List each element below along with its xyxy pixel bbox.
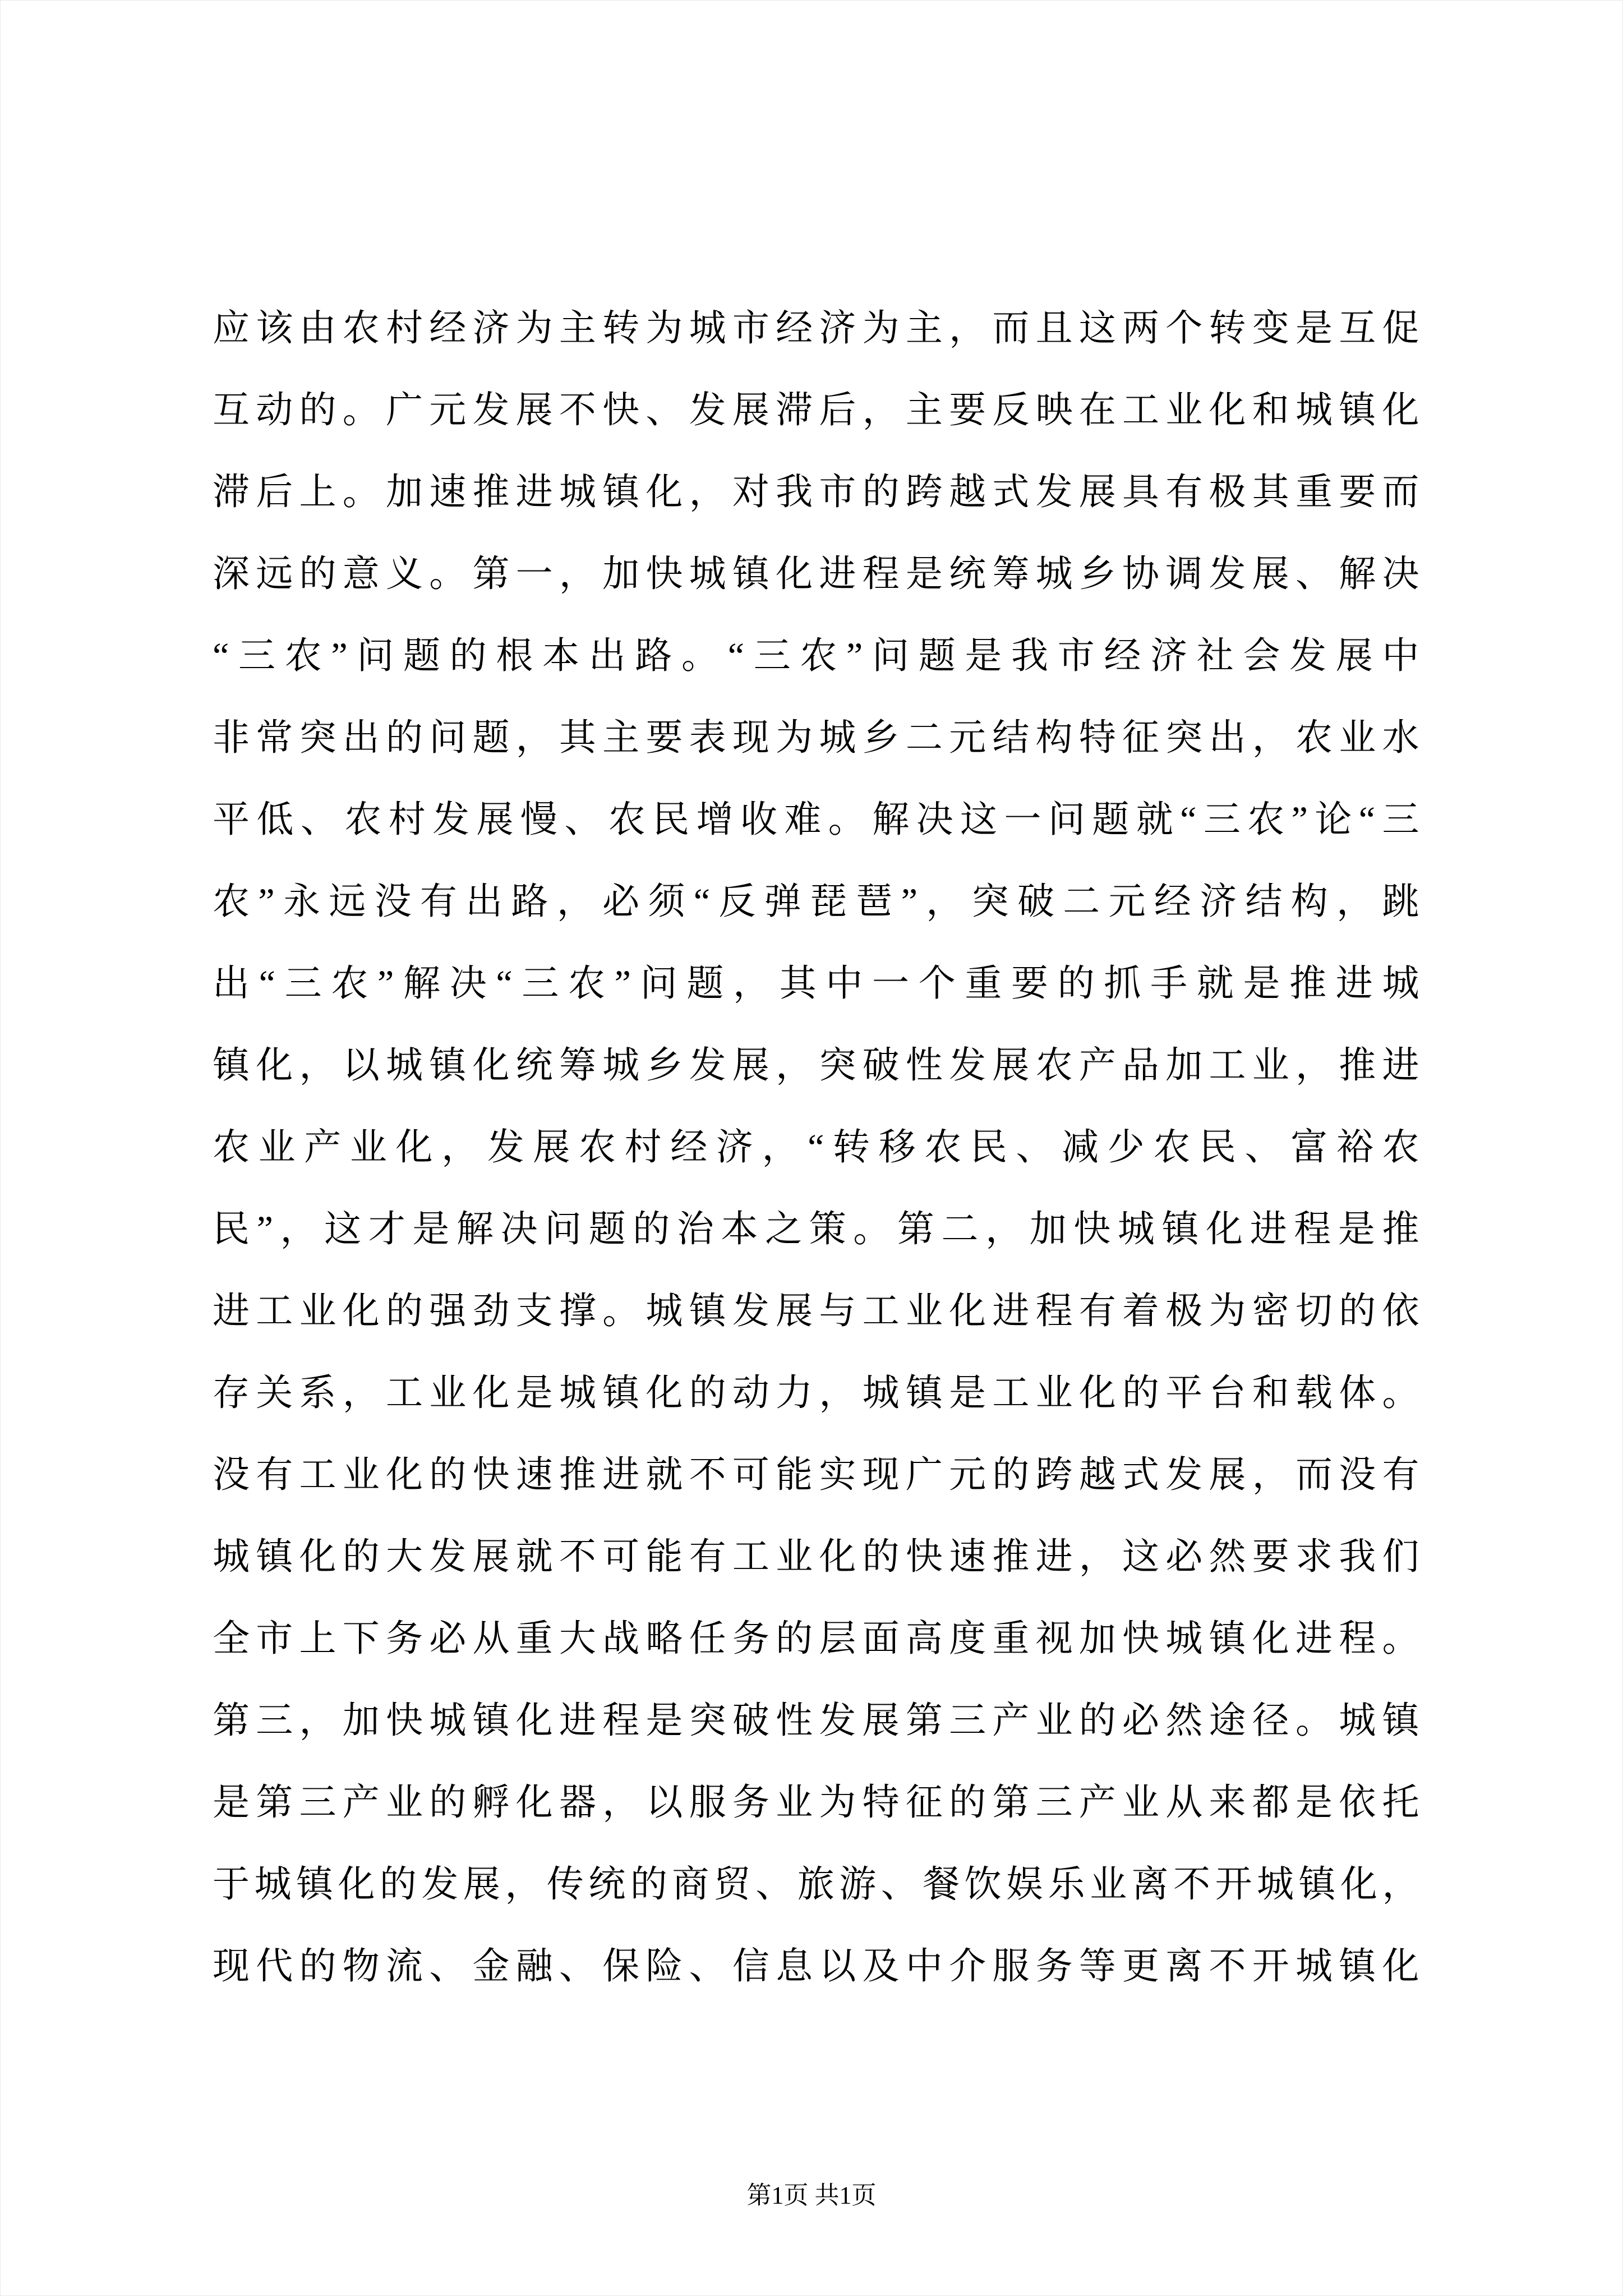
paragraph-line: 全市上下务必从重大战略任务的层面高度重视加快城镇化进程。 (213, 1618, 1419, 1659)
paragraph-line: 滞后上。加速推进城镇化，对我市的跨越式发展具有极其重要而 (213, 472, 1419, 513)
paragraph-line: 存关系，工业化是城镇化的动力，城镇是工业化的平台和载体。 (213, 1373, 1419, 1414)
paragraph-line: 应该由农村经济为主转为城市经济为主，而且这两个转变是互促 (213, 308, 1419, 349)
paragraph-line: 平低、农村发展慢、农民增收难。解决这一问题就“三农”论“三 (213, 799, 1419, 840)
paragraph-line: 进工业化的强劲支撑。城镇发展与工业化进程有着极为密切的依 (213, 1291, 1419, 1332)
page-footer: 第1页 共1页 (746, 2182, 877, 2209)
paragraph-line: 出“三农”解决“三农”问题，其中一个重要的抓手就是推进城 (213, 963, 1419, 1004)
paragraph-line: 城镇化的大发展就不可能有工业化的快速推进，这必然要求我们 (213, 1536, 1419, 1577)
paragraph-line: 非常突出的问题，其主要表现为城乡二元结构特征突出，农业水 (213, 717, 1419, 758)
document-body (213, 288, 1419, 2008)
paragraph-line: “三农”问题的根本出路。“三农”问题是我市经济社会发展中 (213, 636, 1419, 677)
paragraph-line: 于城镇化的发展，传统的商贸、旅游、餐饮娱乐业离不开城镇化， (213, 1864, 1419, 1905)
paragraph-line: 深远的意义。第一，加快城镇化进程是统筹城乡协调发展、解决 (213, 554, 1419, 595)
paragraph-line: 镇化，以城镇化统筹城乡发展，突破性发展农产品加工业，推进 (213, 1045, 1419, 1086)
paragraph-line: 农业产业化，发展农村经济，“转移农民、减少农民、富裕农 (213, 1127, 1419, 1168)
paragraph-line: 互动的。广元发展不快、发展滞后，主要反映在工业化和城镇化 (213, 390, 1419, 431)
paragraph-line: 民”，这才是解决问题的治本之策。第二，加快城镇化进程是推 (213, 1209, 1419, 1250)
paragraph-line: 是第三产业的孵化器，以服务业为特征的第三产业从来都是依托 (213, 1782, 1419, 1823)
paragraph-line: 第三，加快城镇化进程是突破性发展第三产业的必然途径。城镇 (213, 1700, 1419, 1741)
paragraph-line: 农”永远没有出路，必须“反弹琵琶”，突破二元经济结构，跳 (213, 881, 1419, 922)
paragraph-line: 没有工业化的快速推进就不可能实现广元的跨越式发展，而没有 (213, 1455, 1419, 1496)
paragraph-line: 现代的物流、金融、保险、信息以及中介服务等更离不开城镇化 (213, 1946, 1419, 1987)
